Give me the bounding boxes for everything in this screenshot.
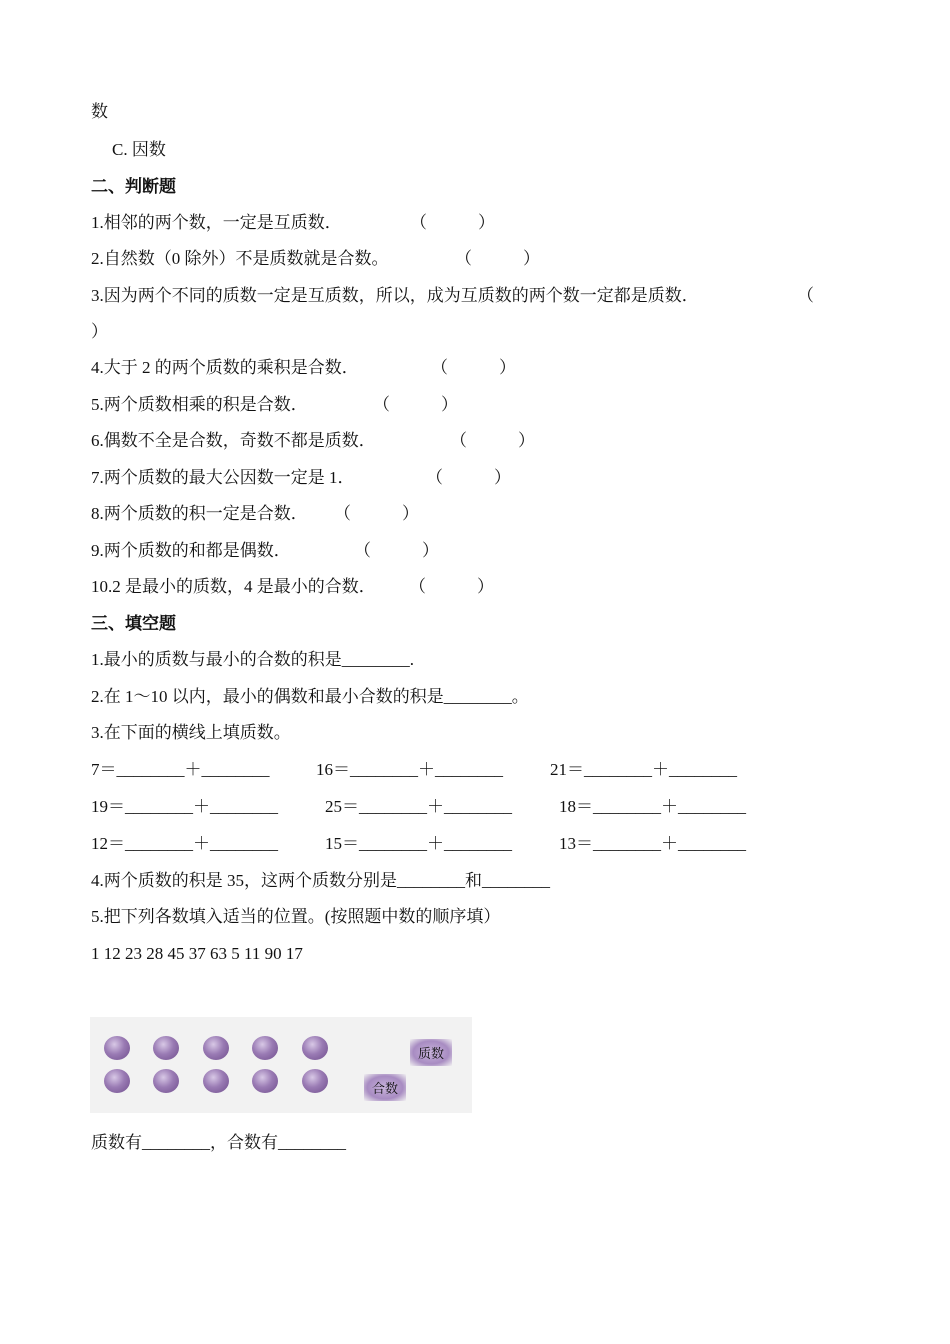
option-c: C. 因数	[112, 140, 166, 159]
prev-question-tail: 数	[91, 102, 108, 121]
answer-paren-2: （ ）	[455, 249, 540, 268]
ball-icon	[302, 1036, 328, 1060]
judgement-item-2: 2.自然数（0 除外）不是质数就是合数。	[91, 249, 389, 268]
ball-icon	[203, 1069, 229, 1093]
equation-cell: 19＝________＋________	[91, 797, 278, 816]
ball-icon	[203, 1036, 229, 1060]
answer-line: 质数有________，合数有________	[91, 1133, 346, 1152]
equation-cell: 21＝________＋________	[550, 760, 737, 779]
section-title-fill: 三、填空题	[91, 614, 176, 633]
composite-basket-label: 合数	[364, 1074, 406, 1101]
fill-question-4: 4.两个质数的积是 35，这两个质数分别是________和________	[91, 871, 550, 890]
answer-paren-6: （ ）	[450, 431, 535, 450]
equation-cell: 15＝________＋________	[325, 834, 512, 853]
ball-icon	[104, 1069, 130, 1093]
judgement-item-6: 6.偶数不全是合数，奇数不都是质数．	[91, 431, 376, 450]
answer-paren-9: （ ）	[354, 541, 439, 560]
ball-icon	[153, 1036, 179, 1060]
fill-question-2: 2.在 1～10 以内，最小的偶数和最小合数的积是________。	[91, 687, 529, 706]
judgement-item-10: 10.2 是最小的质数，4 是最小的合数．	[91, 577, 376, 596]
judgement-item-9: 9.两个质数的和都是偶数．	[91, 541, 291, 560]
equation-cell: 25＝________＋________	[325, 797, 512, 816]
fill-question-3: 3.在下面的横线上填质数。	[91, 723, 291, 742]
answer-paren-8: （ ）	[334, 504, 419, 523]
answer-paren-1: （ ）	[410, 213, 495, 232]
answer-paren-10: （ ）	[409, 577, 494, 596]
answer-paren-5: （ ）	[373, 395, 458, 414]
judgement-item-1: 1.相邻的两个数，一定是互质数．	[91, 213, 342, 232]
equation-cell: 7＝________＋________	[91, 760, 270, 779]
judgement-item-7: 7.两个质数的最大公因数一定是 1．	[91, 468, 355, 487]
ball-icon	[252, 1036, 278, 1060]
ball-icon	[104, 1036, 130, 1060]
equation-cell: 16＝________＋________	[316, 760, 503, 779]
answer-paren-7: （ ）	[426, 468, 511, 487]
section-title-judgement: 二、判断题	[91, 177, 176, 196]
fill-question-1: 1.最小的质数与最小的合数的积是________.	[91, 650, 414, 669]
equation-cell: 12＝________＋________	[91, 834, 278, 853]
ball-icon	[153, 1069, 179, 1093]
ball-icon	[252, 1069, 278, 1093]
prime-basket-label: 质数	[410, 1039, 452, 1066]
number-list: 1 12 23 28 45 37 63 5 11 90 17	[91, 944, 303, 963]
answer-paren-4: （ ）	[431, 358, 516, 377]
judgement-item-5: 5.两个质数相乘的积是合数．	[91, 395, 308, 414]
ball-icon	[302, 1069, 328, 1093]
equation-cell: 18＝________＋________	[559, 797, 746, 816]
answer-paren-3-open: （	[797, 286, 814, 305]
judgement-item-8: 8.两个质数的积一定是合数．	[91, 504, 308, 523]
equation-cell: 13＝________＋________	[559, 834, 746, 853]
judgement-item-4: 4.大于 2 的两个质数的乘积是合数．	[91, 358, 359, 377]
answer-paren-3-close: ）	[91, 322, 108, 341]
sorting-illustration	[90, 1017, 472, 1113]
fill-question-5: 5.把下列各数填入适当的位置。(按照题中数的顺序填）	[91, 907, 501, 926]
judgement-item-3: 3.因为两个不同的质数一定是互质数，所以，成为互质数的两个数一定都是质数．	[91, 286, 699, 305]
